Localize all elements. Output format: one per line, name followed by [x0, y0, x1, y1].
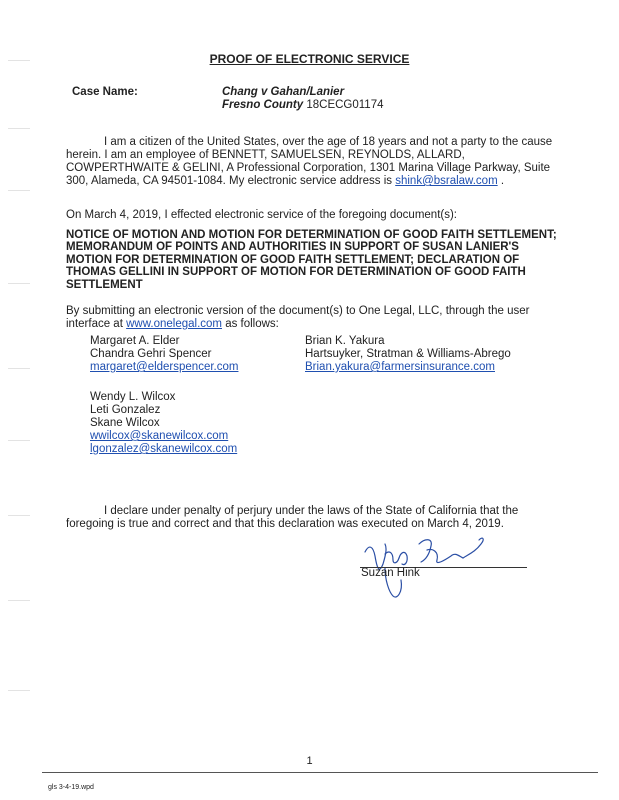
case-name-label: Case Name: — [72, 86, 138, 98]
recipient-name: Leti Gonzalez — [90, 404, 161, 416]
margin-mark — [8, 440, 30, 441]
submission-suffix: as follows: — [222, 318, 279, 330]
case-info — [222, 86, 384, 112]
margin-mark — [8, 600, 30, 601]
email-suffix: . — [497, 175, 505, 187]
recipient-name: Brian K. Yakura — [305, 335, 385, 347]
service-email-link[interactable]: shink@bsralaw.com — [395, 175, 498, 187]
margin-mark — [8, 515, 30, 516]
footer-divider — [42, 772, 598, 773]
perjury-declaration: I declare under penalty of perjury under the laws of the State of California that the foregoing is true and correct and that this declaration was executed on March 4, 2019. — [66, 505, 519, 530]
document-list: NOTICE OF MOTION AND MOTION FOR DETERMINATION OF GOOD FAITH SETTLEMENT; MEMORANDUM OF POINTS AND AUTHORITIES IN SUPPORT OF SUSAN LANIER'S MOTION FOR DETERMINATION OF GOOD FAITH SETTLEMENT; DECLARATION OF THOMAS GELLINI IN SUPPORT OF MOTION FOR DETERMINATION OF GOOD FAITH SETTLEMENT — [66, 229, 557, 291]
recipient-name: Chandra Gehri Spencer — [90, 348, 212, 360]
service-date-statement: On March 4, 2019, I effected electronic service of the foregoing document(s): — [66, 209, 457, 221]
recipient-elder — [90, 335, 238, 374]
onelegal-link[interactable]: www.onelegal.com — [126, 318, 222, 330]
recipient-email-link[interactable]: wwilcox@skanewilcox.com — [90, 430, 229, 442]
recipient-email-link[interactable]: Brian.yakura@farmersinsurance.com — [305, 361, 495, 373]
margin-mark — [8, 690, 30, 691]
recipient-name: Margaret A. Elder — [90, 335, 180, 347]
case-county: Fresno County — [222, 99, 304, 111]
recipient-wilcox — [90, 391, 237, 456]
recipient-firm: Hartsuyker, Stratman & Williams-Abrego — [305, 348, 511, 360]
margin-mark — [8, 283, 30, 284]
case-number: 18CECG01174 — [306, 99, 384, 111]
footer-filename: gls 3-4-19.wpd — [48, 784, 94, 791]
submission-text: By submitting an electronic version of the document(s) to One Legal, LLC, through the user interface at — [66, 305, 530, 330]
recipient-yakura — [305, 335, 511, 374]
margin-mark — [8, 190, 30, 191]
submission-statement — [66, 305, 560, 331]
recipient-name: Wendy L. Wilcox — [90, 391, 176, 403]
margin-mark — [8, 128, 30, 129]
recipient-firm: Skane Wilcox — [90, 417, 160, 429]
handwritten-signature — [355, 530, 505, 602]
declaration-intro — [66, 136, 560, 188]
signer-name: Suzan Hink — [361, 567, 420, 579]
intro-text: I am a citizen of the United States, over the age of 18 years and not a party to the cause herein. I am an employee of BENNETT, SAMUELSEN, REYNOLDS, ALLARD, COWPERTHWAITE & GELINI, A Professional Corporation, 1301 Marina Village Parkway, Suite 300, Alameda, CA 94501-1084. My electronic service address is — [66, 136, 553, 187]
case-name: Chang v Gahan/Lanier — [222, 86, 345, 98]
page-title: PROOF OF ELECTRONIC SERVICE — [209, 52, 410, 66]
margin-mark — [8, 368, 30, 369]
recipient-email-link[interactable]: lgonzalez@skanewilcox.com — [90, 443, 238, 455]
recipient-email-link[interactable]: margaret@elderspencer.com — [90, 361, 239, 373]
page-number: 1 — [306, 755, 313, 767]
